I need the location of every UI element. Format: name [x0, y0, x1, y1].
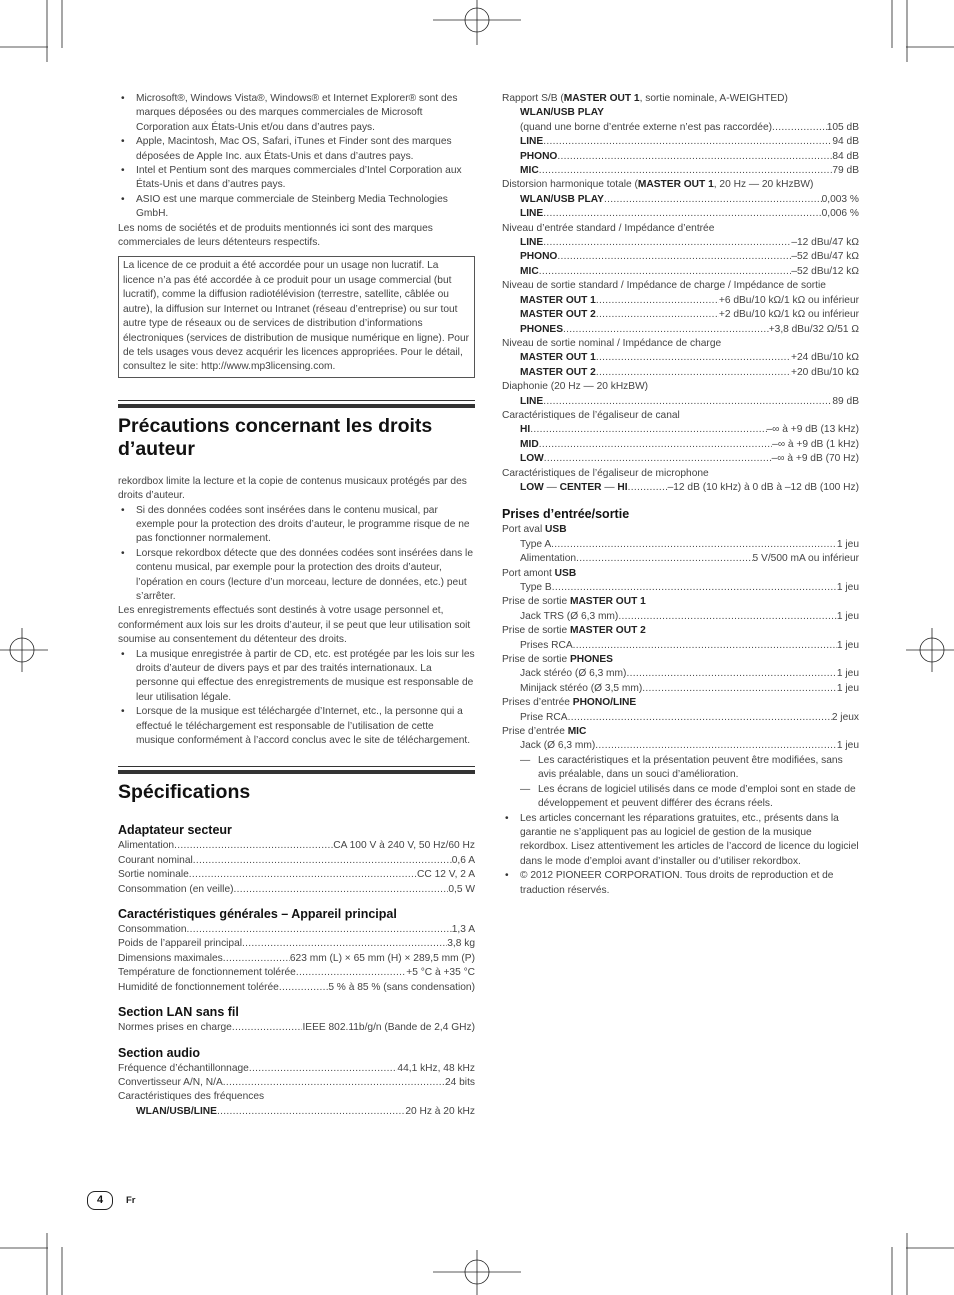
- audio-heading: Section audio: [118, 1045, 200, 1060]
- spec-row: [118, 883, 475, 897]
- spec-label: LOW: [520, 453, 544, 465]
- spec-value: +2 dBu/10 kΩ/1 kΩ ou inférieur: [718, 309, 859, 321]
- spec-value: 105 dB: [826, 121, 859, 133]
- spec-label: PHONES: [520, 323, 564, 335]
- spec-row: [502, 366, 859, 380]
- spec-value: 24 bits: [444, 1076, 475, 1088]
- spec-value: 1 jeu: [836, 610, 859, 622]
- spec-value: –52 dBu/47 kΩ: [791, 251, 859, 263]
- spec-label: Sortie nominale: [118, 869, 189, 881]
- spec-row: [502, 552, 859, 566]
- adapter-heading: Adaptateur secteur: [118, 823, 232, 838]
- spec-row: [118, 1021, 475, 1035]
- spec-label: Humidité de fonctionnement tolérée: [118, 981, 279, 993]
- spec-value: –12 dB (10 kHz) à 0 dB à –12 dB (100 Hz): [667, 481, 859, 493]
- list-item: — Les écrans de logiciel utilisés dans ce mode d’emploi sont en stade de développement et peuvent différer des écrans réels.: [502, 783, 859, 812]
- spec-value: 20 Hz à 20 kHz: [405, 1105, 475, 1117]
- spec-row: [118, 952, 475, 966]
- spec-row: [502, 250, 859, 264]
- spec-label: Jack stéréo (Ø 6,3 mm): [520, 668, 627, 680]
- spec-value: 79 dB: [832, 165, 859, 177]
- spec-label: HI: [520, 424, 531, 436]
- spec-row: [118, 868, 475, 882]
- spec-label: Jack (Ø 6,3 mm): [520, 740, 596, 752]
- io-group-label: Prise de sortie MASTER OUT 1: [502, 596, 646, 608]
- spec-label: MIC: [520, 265, 539, 277]
- spec-value: 1 jeu: [836, 582, 859, 593]
- spec-label: MID: [520, 438, 539, 450]
- specifications-title: Spécifications: [118, 770, 475, 804]
- spec-row: [502, 481, 859, 495]
- spec-label: Type A: [520, 538, 552, 550]
- list-item: • © 2012 PIONEER CORPORATION. Tous droits de reproduction et de traduction réservés.: [502, 869, 859, 898]
- spec-value: +3,8 dBu/32 Ω/51 Ω: [768, 323, 859, 335]
- spec-label: Prise RCA: [520, 711, 568, 723]
- spec-label: Fréquence d’échantillonnage: [118, 1062, 249, 1074]
- spec-label: Poids de l’appareil principal: [118, 938, 243, 950]
- copyright-intro: rekordbox limite la lecture et la copie de contenus musicaux protégés par des droits d’auteur.: [118, 475, 467, 502]
- spec-value: –∞ à +9 dB (70 Hz): [771, 453, 859, 465]
- output-level-label: Niveau de sortie standard / Impédance de charge / Impédance de sortie: [502, 280, 826, 292]
- list-item: • Lorsque de la musique est téléchargée d’Internet, etc., la personne qui a effectué le téléchargement est responsable de l’utilisation de cette musique conformément à l’accord conclus avec le site de téléchargement.: [118, 705, 475, 748]
- spec-value: 89 dB: [832, 395, 859, 407]
- list-item: • Si des données codées sont insérées dans le contenu musical, par exemple pour la protection des droits d’auteur, le programme risque de ne pas fonctionner normalement.: [118, 504, 475, 547]
- spec-value: 3,8 kg: [447, 938, 475, 950]
- spec-label: (quand une borne d’entrée externe n’est pas raccordée): [520, 121, 773, 133]
- spec-row: [502, 682, 859, 696]
- io-group-label: Port amont USB: [502, 567, 577, 579]
- spec-label: LINE: [520, 208, 544, 220]
- freq-label: Caractéristiques des fréquences: [118, 1091, 265, 1103]
- spec-row: [502, 452, 859, 466]
- list-item: • Les articles concernant les réparations gratuites, etc., présents dans la garantie ne s’appliquent pas au logiciel de gestion de la musique rekordbox. Lisez attentivement les articles de l’accord de licence du logiciel dans le mode d’emploi avant d’installer ou d’utiliser rekordbox.: [502, 812, 859, 870]
- spec-label: WLAN/USB/LINE: [136, 1105, 217, 1117]
- spec-row: [502, 739, 859, 753]
- spec-value: 44,1 kHz, 48 kHz: [397, 1062, 475, 1074]
- spec-row: [502, 610, 859, 624]
- io-group-label: Prise de sortie PHONES: [502, 654, 613, 666]
- spec-label: Consommation (en veille): [118, 883, 234, 895]
- spec-row: [118, 854, 475, 868]
- copyright-list-1: [118, 504, 475, 605]
- spec-row: [502, 193, 859, 207]
- mic-eq-label: Caractéristiques de l’égaliseur de microphone: [502, 467, 709, 479]
- spec-value: 1 jeu: [836, 682, 859, 694]
- spec-label: Convertisseur A/N, N/A: [118, 1076, 223, 1088]
- spec-row: [118, 966, 475, 980]
- spec-label: PHONO: [520, 251, 558, 263]
- spec-value: 623 mm (L) × 65 mm (H) × 289,5 mm (P): [289, 952, 475, 964]
- eq-label: Caractéristiques de l’égaliseur de canal: [502, 409, 680, 421]
- spec-label: LINE: [520, 136, 544, 148]
- spec-label: Courant nominal: [118, 854, 193, 866]
- spec-value: 1 jeu: [836, 668, 859, 680]
- spec-value: 1,3 A: [451, 924, 475, 936]
- list-item: • Intel et Pentium sont des marques commerciales d’Intel Corporation aux États-Unis et dans d’autres pays.: [118, 164, 475, 193]
- spec-value: 84 dB: [832, 150, 859, 162]
- spec-label: PHONO: [520, 150, 558, 162]
- spec-label: Type B: [520, 582, 552, 593]
- spec-label: Normes prises en charge: [118, 1022, 232, 1034]
- spec-value: 5 V/500 mA ou inférieur: [752, 553, 859, 565]
- spec-label: Consommation: [118, 924, 187, 936]
- spec-row: [502, 423, 859, 437]
- page-footer: [87, 1191, 136, 1210]
- spec-label: Jack TRS (Ø 6,3 mm): [520, 610, 619, 622]
- spec-value: CC 12 V, 2 A: [417, 869, 475, 881]
- spec-row: [502, 711, 859, 725]
- io-group-label: Prises d’entrée PHONO/LINE: [502, 697, 637, 709]
- spec-label: MIC: [520, 165, 539, 177]
- page-number: 4: [87, 1191, 113, 1210]
- spec-value: CA 100 V à 240 V, 50 Hz/60 Hz: [333, 840, 475, 852]
- spec-row: [502, 438, 859, 452]
- copyright-paragraph: Les enregistrements effectués sont destinés à votre usage personnel et, conformément aux lois sur les droits d’auteur, il se peut que leur utilisation soit soumise au consentement du détenteur des droits.: [118, 605, 471, 646]
- list-item: • Microsoft®, Windows Vista®, Windows® et Internet Explorer® sont des marques déposées ou des marques commerciales de Microsoft Corporation aux États-Unis et/ou dans d’autres pays.: [118, 92, 475, 135]
- snr-wlan-label: WLAN/USB PLAY: [520, 107, 604, 119]
- spec-row: [502, 164, 859, 178]
- spec-value: 2 jeux: [831, 711, 859, 723]
- spec-row: [502, 150, 859, 164]
- lan-heading: Section LAN sans fil: [118, 1005, 239, 1020]
- spec-value: 0,6 A: [451, 854, 475, 866]
- thd-label: Distorsion harmonique totale (MASTER OUT 1, 20 Hz — 20 kHzBW): [502, 179, 814, 191]
- spec-row: [118, 981, 475, 995]
- spec-label: Minijack stéréo (Ø 3,5 mm): [520, 682, 643, 694]
- spec-row: [502, 308, 859, 322]
- spec-label: Température de fonctionnement tolérée: [118, 967, 296, 979]
- spec-label: Alimentation: [520, 553, 577, 565]
- spec-label: MASTER OUT 2: [520, 309, 596, 321]
- spec-row: [502, 581, 859, 595]
- left-column: [118, 92, 475, 1119]
- spec-row: [118, 923, 475, 937]
- io-group-label: Prise de sortie MASTER OUT 2: [502, 625, 646, 637]
- spec-value: –∞ à +9 dB (1 kHz): [772, 438, 859, 450]
- input-level-label: Niveau d’entrée standard / Impédance d’entrée: [502, 222, 715, 234]
- general-heading: Caractéristiques générales – Appareil principal: [118, 907, 397, 922]
- nominal-label: Niveau de sortie nominal / Impédance de charge: [502, 337, 722, 349]
- spec-row: [118, 839, 475, 853]
- io-heading: Prises d’entrée/sortie: [502, 507, 630, 522]
- spec-row: [502, 207, 859, 221]
- list-item: • Lorsque rekordbox détecte que des données codées sont insérées dans le contenu musical, par exemple pour la protection des droits d’auteur, l’opération en cours (lecture d’un morceau, lecture de données, etc.) peut s’arrêter.: [118, 547, 475, 605]
- list-item: — Les caractéristiques et la présentation peuvent être modifiées, sans avis préalable, dans un souci d’amélioration.: [502, 754, 859, 783]
- copyright-list-2: [118, 648, 475, 749]
- list-item: • Apple, Macintosh, Mac OS, Safari, iTunes et Finder sont des marques déposées de Apple Inc. aux États-Unis et dans d’autres pays.: [118, 135, 475, 164]
- spec-row: [502, 236, 859, 250]
- spec-label: MASTER OUT 2: [520, 366, 596, 378]
- crosstalk-label: Diaphonie (20 Hz — 20 kHzBW): [502, 381, 649, 393]
- spec-value: 94 dB: [832, 136, 859, 148]
- spec-value: 1 jeu: [836, 538, 859, 550]
- right-column: [502, 92, 859, 898]
- spec-row: [502, 351, 859, 365]
- spec-label: LOW — CENTER — HI: [520, 481, 628, 493]
- final-list: [502, 812, 859, 898]
- spec-value: +20 dBu/10 kΩ: [791, 366, 859, 378]
- spec-row: [502, 667, 859, 681]
- spec-row: [502, 265, 859, 279]
- copyright-section-title: Précautions concernant les droits d’auteur: [118, 404, 475, 461]
- spec-value: 5 % à 85 % (sans condensation): [328, 981, 475, 993]
- spec-row: [118, 1076, 475, 1090]
- trademarks-note: Les noms de sociétés et de produits mentionnés ici sont des marques commerciales de leurs détenteurs respectifs.: [118, 222, 433, 249]
- spec-value: 0,003 %: [821, 193, 859, 205]
- spec-label: MASTER OUT 1: [520, 294, 596, 306]
- spec-value: 0,006 %: [821, 208, 859, 220]
- spec-value: 0,5 W: [448, 883, 475, 895]
- spec-label: LINE: [520, 395, 544, 407]
- spec-row: [502, 323, 859, 337]
- spec-value: +6 dBu/10 kΩ/1 kΩ ou inférieur: [718, 294, 859, 306]
- spec-value: 1 jeu: [836, 639, 859, 651]
- trademark-list: [118, 92, 475, 222]
- spec-value: +24 dBu/10 kΩ: [791, 352, 859, 364]
- list-item: • ASIO est une marque commerciale de Steinberg Media Technologies GmbH.: [118, 193, 475, 222]
- spec-label: LINE: [520, 237, 544, 249]
- spec-label: Prises RCA: [520, 639, 573, 651]
- spec-label: Dimensions maximales: [118, 952, 223, 964]
- spec-row: [502, 538, 859, 552]
- spec-label: Alimentation: [118, 840, 175, 852]
- spec-label: MASTER OUT 1: [520, 352, 596, 364]
- spec-row: [502, 121, 859, 135]
- language-code: Fr: [126, 1195, 136, 1206]
- io-group-label: Prise d’entrée MIC: [502, 726, 587, 738]
- spec-row: [502, 395, 859, 409]
- spec-value: IEEE 802.11b/g/n (Bande de 2,4 GHz): [302, 1022, 475, 1034]
- spec-value: –∞ à +9 dB (13 kHz): [766, 424, 859, 436]
- spec-value: –12 dBu/47 kΩ: [791, 237, 859, 249]
- spec-value: +5 °C à +35 °C: [406, 967, 475, 979]
- io-group-label: Port aval USB: [502, 524, 567, 536]
- spec-row: [502, 294, 859, 308]
- spec-row: [118, 1105, 475, 1119]
- license-notice-box: La licence de ce produit a été accordée pour un usage non lucratif. La licence n’a pas été accordée à ce produit pour un usage commercial (but lucratif), comme la diffusion radiotélévision (terrestre, satellite, câblée ou autre), la diffusion sur Internet ou Intranet (réseau d’entreprise) ou sur tout autre type de réseaux ou de services de distribution d’informations électroniques (services de distribution de musique numérique en ligne). Pour de tels usages vous devez acquérir les licences appropriées. Pour le détail, consultez le site: http://www.mp3licensing.com.: [118, 256, 475, 377]
- spec-row: [118, 937, 475, 951]
- snr-label: Rapport S/B (MASTER OUT 1, sortie nominale, A-WEIGHTED): [502, 93, 788, 104]
- spec-label: WLAN/USB PLAY: [520, 193, 604, 205]
- list-item: • La musique enregistrée à partir de CD, etc. est protégée par les lois sur les droits d’auteur de divers pays et par des traités internationaux. La personne qui effectue des enregistrements de musique est responsable de leur utilisation légale.: [118, 648, 475, 706]
- spec-row: [118, 1062, 475, 1076]
- spec-value: –52 dBu/12 kΩ: [791, 265, 859, 277]
- spec-row: [502, 639, 859, 653]
- notes-list: [502, 754, 859, 812]
- spec-row: [502, 135, 859, 149]
- spec-value: 1 jeu: [836, 740, 859, 752]
